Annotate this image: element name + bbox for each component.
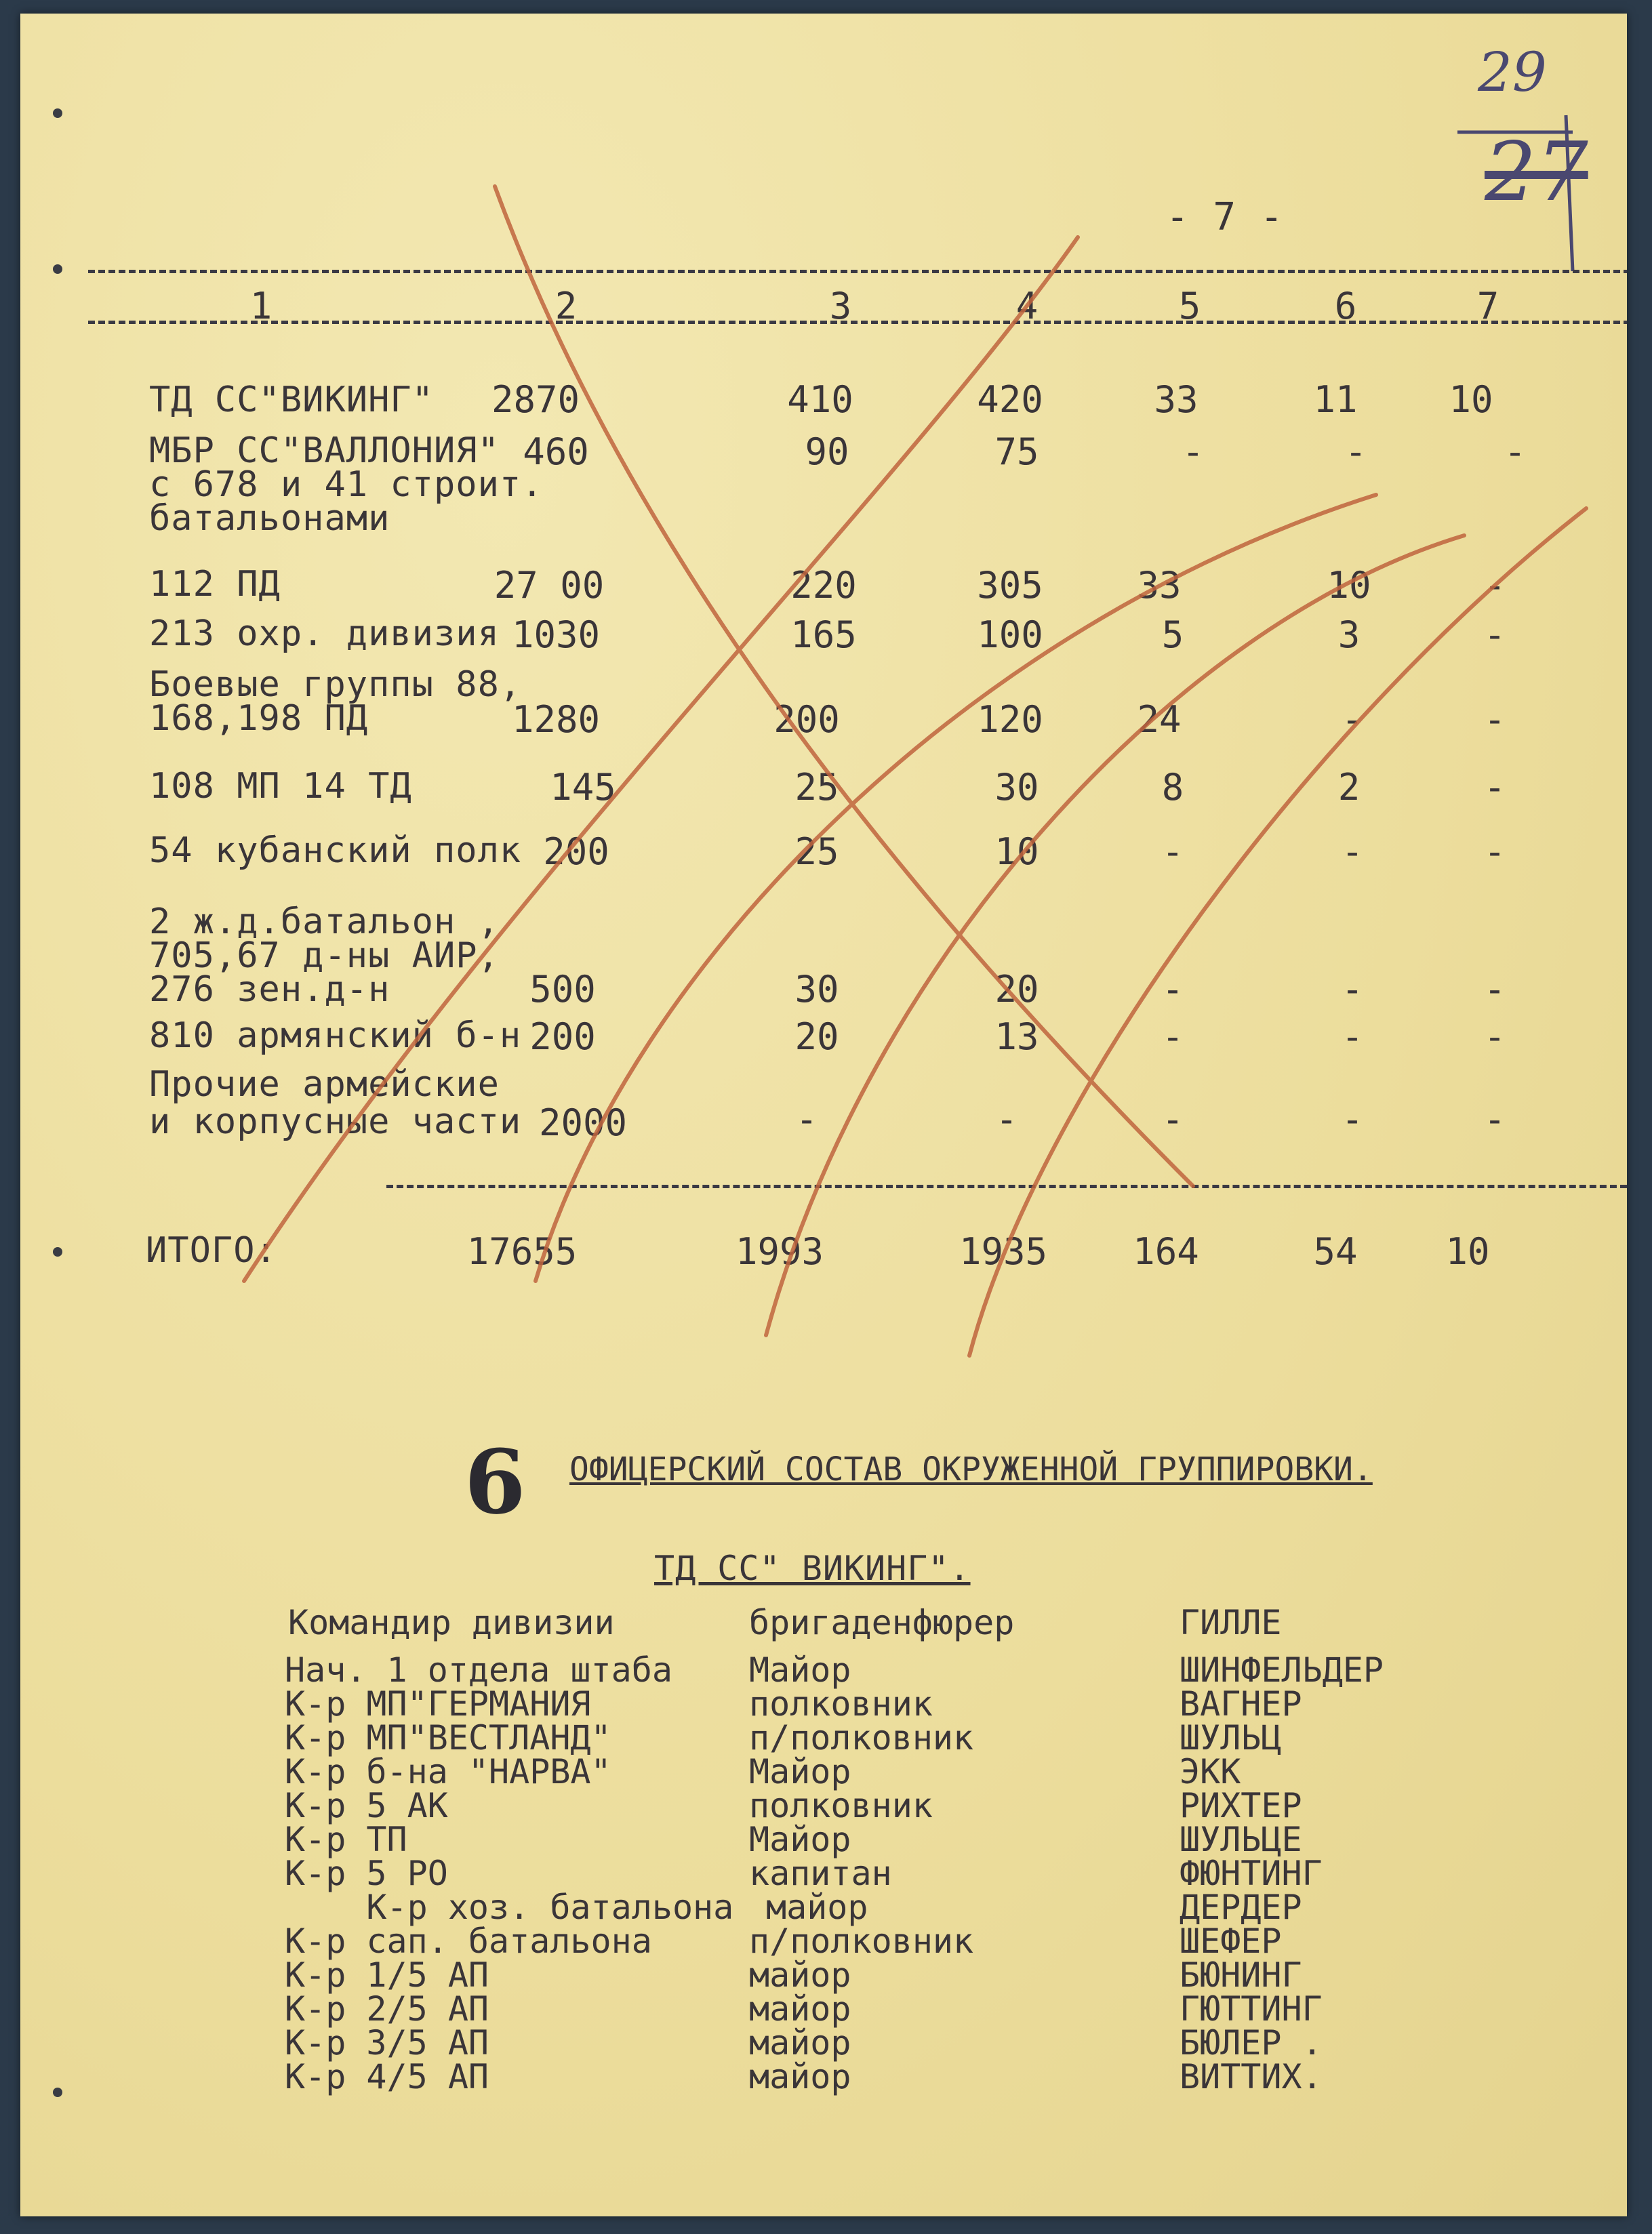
cell-col6: - bbox=[1341, 1098, 1364, 1141]
officer-post: К-р хоз. батальона bbox=[285, 1888, 734, 1927]
page-marker: - 7 - bbox=[1166, 195, 1284, 239]
cell-col2: 1030 bbox=[511, 613, 601, 656]
officer-rank: майор bbox=[766, 1888, 868, 1927]
row-label: 108 МП 14 ТД bbox=[149, 766, 412, 807]
officer-name: БЮНИНГ bbox=[1180, 1955, 1302, 1995]
document-page bbox=[20, 14, 1627, 2216]
officer-rank: майор bbox=[749, 1989, 851, 2029]
column-number: 5 bbox=[1178, 285, 1201, 327]
cell-col4: 30 bbox=[994, 766, 1039, 809]
cell-col5: - bbox=[1161, 968, 1184, 1011]
total-col6: 54 bbox=[1313, 1230, 1358, 1273]
cell-col4: 10 bbox=[994, 830, 1039, 873]
officer-post: К-р 2/5 АП bbox=[285, 1989, 489, 2029]
cell-col7: - bbox=[1483, 766, 1506, 809]
cell-col5: - bbox=[1161, 1015, 1184, 1058]
row-label: МБР СС"ВАЛЛОНИЯ" bbox=[149, 430, 500, 471]
cell-col3: 20 bbox=[794, 1015, 839, 1058]
cell-col3: 165 bbox=[790, 613, 857, 656]
header-rule-top bbox=[88, 270, 1627, 273]
cell-col3: - bbox=[795, 1098, 818, 1141]
cell-col5: - bbox=[1182, 430, 1205, 473]
row-label: 213 охр. дивизия bbox=[149, 613, 500, 654]
officer-name: ШЕФЕР bbox=[1180, 1922, 1282, 1961]
cell-col7: - bbox=[1483, 613, 1506, 656]
cell-col3: 220 bbox=[790, 564, 857, 607]
officer-name: ЭКК bbox=[1180, 1752, 1241, 1791]
crossout-stroke bbox=[536, 495, 1376, 1281]
cell-col3: 200 bbox=[773, 698, 840, 741]
cell-col5: 33 bbox=[1154, 378, 1198, 421]
cell-col7: - bbox=[1483, 830, 1506, 873]
cell-col7: - bbox=[1504, 430, 1527, 473]
cell-col6: 3 bbox=[1337, 613, 1361, 656]
cell-col4: 100 bbox=[977, 613, 1043, 656]
column-number: 1 bbox=[249, 285, 273, 327]
cell-col4: 420 bbox=[977, 378, 1043, 421]
cell-col7: - bbox=[1483, 1098, 1506, 1141]
officer-post: Командир дивизии bbox=[288, 1603, 615, 1642]
cell-col3: 30 bbox=[794, 968, 839, 1011]
cell-col3: 90 bbox=[805, 430, 849, 473]
cell-col4: 13 bbox=[994, 1015, 1039, 1058]
row-label: 810 армянский б-н bbox=[149, 1015, 522, 1056]
cell-col3: 25 bbox=[794, 830, 839, 873]
cell-col4: 75 bbox=[994, 430, 1039, 473]
officer-rank: капитан bbox=[749, 1854, 892, 1893]
cell-col7: - bbox=[1483, 1015, 1506, 1058]
officer-name: ВАГНЕР bbox=[1180, 1684, 1302, 1724]
row-label: ТД СС"ВИКИНГ" bbox=[149, 380, 434, 420]
officer-post: К-р МП"ГЕРМАНИЯ bbox=[285, 1684, 591, 1724]
officer-rank: бригаденфюрер bbox=[749, 1603, 1015, 1642]
cell-col7: 10 bbox=[1449, 378, 1493, 421]
cell-col2: 145 bbox=[550, 766, 616, 809]
row-label: 112 ПД bbox=[149, 564, 281, 605]
officer-rank: майор bbox=[749, 1955, 851, 1995]
row-label: батальонами bbox=[149, 498, 390, 539]
column-number: 3 bbox=[829, 285, 852, 327]
officer-rank: майор bbox=[749, 2023, 851, 2063]
cell-col7: - bbox=[1483, 564, 1506, 607]
row-label: 168,198 ПД bbox=[149, 698, 369, 739]
cell-col4: 305 bbox=[977, 564, 1043, 607]
row-label: 705,67 д-ны АИР, bbox=[149, 935, 500, 976]
officer-name: ШИНФЕЛЬДЕР bbox=[1180, 1650, 1384, 1690]
cell-col2: 2000 bbox=[538, 1101, 628, 1144]
total-col3: 1993 bbox=[735, 1230, 824, 1273]
officer-name: ГИЛЛЕ bbox=[1180, 1603, 1282, 1642]
row-label: Прочие армейские bbox=[149, 1064, 500, 1105]
officer-rank: майор bbox=[749, 2057, 851, 2096]
cell-col6: 11 bbox=[1313, 378, 1358, 421]
cell-col2: 200 bbox=[543, 830, 609, 873]
cell-col4: 20 bbox=[994, 968, 1039, 1011]
cell-col4: - bbox=[995, 1098, 1018, 1141]
cell-col5: 5 bbox=[1161, 613, 1184, 656]
officer-rank: п/полковник bbox=[749, 1718, 974, 1758]
cell-col5: 24 bbox=[1137, 698, 1182, 741]
officer-name: ГЮТТИНГ bbox=[1180, 1989, 1323, 2029]
column-number: 4 bbox=[1015, 285, 1039, 327]
cell-col2: 1280 bbox=[511, 698, 601, 741]
officer-post: К-р ТП bbox=[285, 1820, 407, 1859]
archive-number-struck: 27 bbox=[1485, 125, 1588, 220]
officer-post: К-р 5 РО bbox=[285, 1854, 448, 1893]
row-label: с 678 и 41 строит. bbox=[149, 464, 544, 505]
cell-col6: 2 bbox=[1337, 766, 1361, 809]
section-title: ОФИЦЕРСКИЙ СОСТАВ ОКРУЖЕННОЙ ГРУППИРОВКИ. bbox=[569, 1450, 1373, 1488]
cell-col6: 10 bbox=[1327, 564, 1371, 607]
officer-post: К-р 1/5 АП bbox=[285, 1955, 489, 1995]
cell-col3: 25 bbox=[794, 766, 839, 809]
column-number: 7 bbox=[1476, 285, 1499, 327]
cell-col2: 460 bbox=[523, 430, 589, 473]
officer-rank: Майор bbox=[749, 1820, 851, 1859]
cell-col5: 8 bbox=[1161, 766, 1184, 809]
cell-col5: - bbox=[1161, 1098, 1184, 1141]
cell-col6: - bbox=[1341, 698, 1364, 741]
cell-col2: 500 bbox=[529, 968, 596, 1011]
cell-col6: - bbox=[1341, 968, 1364, 1011]
cell-col4: 120 bbox=[977, 698, 1043, 741]
officer-name: БЮЛЕР . bbox=[1180, 2023, 1323, 2063]
cell-col6: - bbox=[1344, 430, 1367, 473]
officer-name: ШУЛЬЦЕ bbox=[1180, 1820, 1302, 1859]
column-number: 6 bbox=[1334, 285, 1357, 327]
row-label: и корпусные части bbox=[149, 1101, 522, 1142]
punch-hole bbox=[53, 264, 62, 274]
section-number: 6 bbox=[464, 1430, 526, 1534]
officer-post: Нач. 1 отдела штаба bbox=[285, 1650, 672, 1690]
cell-col6: - bbox=[1341, 830, 1364, 873]
officer-rank: Майор bbox=[749, 1650, 851, 1690]
cell-col6: - bbox=[1341, 1015, 1364, 1058]
cell-col7: - bbox=[1483, 698, 1506, 741]
officer-post: К-р б-на "НАРВА" bbox=[285, 1752, 611, 1791]
officer-post: К-р МП"ВЕСТЛАНД" bbox=[285, 1718, 611, 1758]
officer-name: РИХТЕР bbox=[1180, 1786, 1302, 1825]
row-label: 2 ж.д.батальон , bbox=[149, 901, 500, 942]
row-label: 276 зен.д-н bbox=[149, 969, 390, 1010]
officer-rank: Майор bbox=[749, 1752, 851, 1791]
total-rule bbox=[386, 1185, 1627, 1188]
officer-name: ВИТТИХ. bbox=[1180, 2057, 1323, 2096]
total-col5: 164 bbox=[1133, 1230, 1199, 1273]
archive-number: 29 bbox=[1478, 41, 1547, 104]
cell-col3: 410 bbox=[787, 378, 853, 421]
section-subtitle: ТД СС" ВИКИНГ". bbox=[654, 1549, 971, 1588]
punch-hole bbox=[53, 2088, 62, 2097]
cell-col7: - bbox=[1483, 968, 1506, 1011]
punch-hole bbox=[53, 108, 62, 118]
cell-col2: 200 bbox=[529, 1015, 596, 1058]
total-col7: 10 bbox=[1445, 1230, 1490, 1273]
total-col4: 1935 bbox=[959, 1230, 1048, 1273]
officer-post: К-р сап. батальона bbox=[285, 1922, 652, 1961]
cell-col2: 2870 bbox=[491, 378, 580, 421]
officer-rank: полковник bbox=[749, 1786, 933, 1825]
row-label: 54 кубанский полк bbox=[149, 830, 522, 871]
officer-name: ШУЛЬЦ bbox=[1180, 1718, 1282, 1758]
total-label: ИТОГО: bbox=[146, 1230, 277, 1271]
cell-col5: - bbox=[1161, 830, 1184, 873]
officer-post: К-р 4/5 АП bbox=[285, 2057, 489, 2096]
officer-post: К-р 3/5 АП bbox=[285, 2023, 489, 2063]
punch-hole bbox=[53, 1247, 62, 1257]
officer-post: К-р 5 АК bbox=[285, 1786, 448, 1825]
column-number: 2 bbox=[555, 285, 578, 327]
officer-rank: полковник bbox=[749, 1684, 933, 1724]
total-col2: 17655 bbox=[466, 1230, 578, 1273]
cell-col2: 27 00 bbox=[493, 564, 605, 607]
officer-name: ДЕРДЕР bbox=[1180, 1888, 1302, 1927]
row-label: Боевые группы 88, bbox=[149, 664, 522, 705]
cell-col5: 33 bbox=[1137, 564, 1182, 607]
officer-rank: п/полковник bbox=[749, 1922, 974, 1961]
officer-name: ФЮНТИНГ bbox=[1180, 1854, 1323, 1893]
